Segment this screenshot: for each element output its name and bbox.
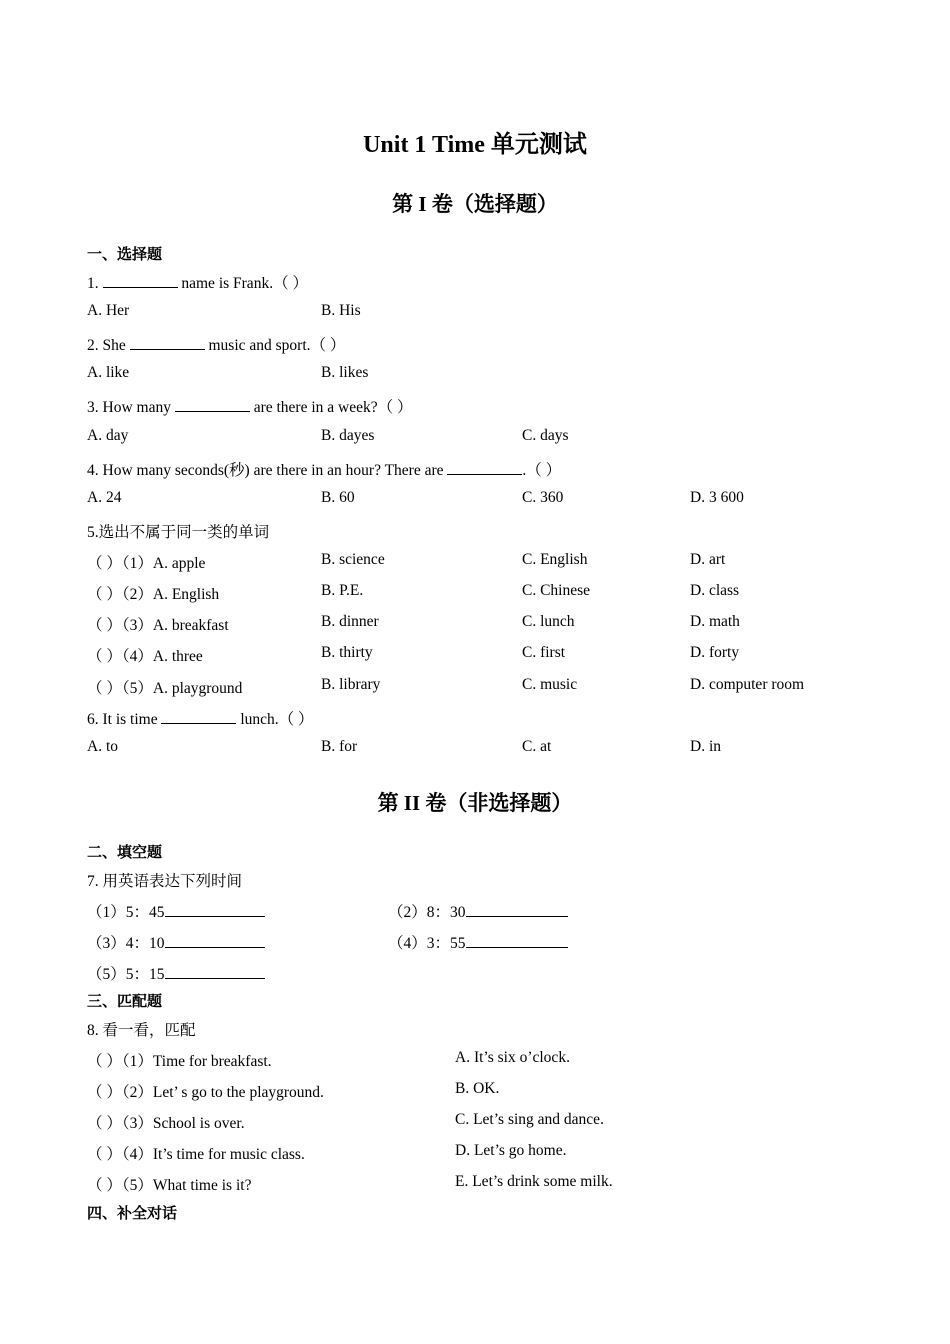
option-b: B. for: [321, 738, 358, 755]
q7-item-2: [388, 900, 568, 922]
q7-item-label: （4）3：55: [388, 935, 466, 952]
option-d: D. art: [690, 551, 726, 568]
q7-item-label: （1）5：45: [87, 904, 165, 921]
q5-row-2-no: （ ）（2）A. English: [87, 586, 220, 603]
q7-item-1: [87, 900, 265, 922]
answer-blank[interactable]: [447, 462, 522, 475]
question-4-post: .（ ）: [522, 462, 562, 479]
q7-item-4: [388, 931, 568, 953]
q7-item-label: （2）8：30: [388, 904, 466, 921]
question-1-pre: 1.: [87, 275, 103, 292]
question-3: [87, 395, 413, 417]
option-b: B. dinner: [321, 613, 379, 630]
option-d: D. in: [690, 738, 721, 755]
q8-right-5: E. Let’s drink some milk.: [455, 1173, 613, 1190]
question-2: [87, 333, 345, 355]
part1-heading: 第 I 卷（选择题）: [392, 192, 558, 216]
option-a: A. like: [87, 364, 130, 381]
question-2-post: music and sport.（ ）: [204, 337, 346, 354]
option-d: D. 3 600: [690, 489, 744, 506]
question-5-stem: 5.选出不属于同一类的单词: [87, 524, 270, 541]
option-c: C. music: [522, 676, 578, 693]
option-c: C. days: [522, 427, 569, 444]
question-3-pre: 3. How many: [87, 399, 175, 416]
option-b: B. P.E.: [321, 582, 364, 599]
question-4: [87, 458, 561, 480]
question-1-post: name is Frank.（ ）: [177, 275, 308, 292]
question-6: [87, 707, 314, 729]
q8-right-1: A. It’s six o’clock.: [455, 1049, 570, 1066]
q7-item-3: [87, 931, 265, 953]
answer-blank[interactable]: [175, 399, 250, 412]
option-b: B. science: [321, 551, 385, 568]
option-b: B. library: [321, 676, 381, 693]
option-b: B. dayes: [321, 427, 375, 444]
q8-left-4: （ ）（4）It’s time for music class.: [87, 1146, 305, 1163]
q8-left-5: （ ）（5）What time is it?: [87, 1177, 252, 1194]
option-c: C. 360: [522, 489, 564, 506]
option-b: B. likes: [321, 364, 369, 381]
section-heading: 四、补全对话: [87, 1206, 178, 1222]
q7-item-label: （3）4：10: [87, 935, 165, 952]
answer-blank[interactable]: [130, 337, 205, 350]
q5-row-1-no: （ ）（1）A. apple: [87, 555, 206, 572]
q5-row-3-no: （ ）（3）A. breakfast: [87, 617, 229, 634]
option-b: B. His: [321, 302, 361, 319]
q7-item-5: [87, 962, 265, 984]
question-4-pre: 4. How many seconds(秒) are there in an hour? There are: [87, 462, 448, 479]
answer-blank[interactable]: [103, 275, 178, 288]
option-d: D. computer room: [690, 676, 805, 693]
option-c: C. Chinese: [522, 582, 591, 599]
question-6-pre: 6. It is time: [87, 711, 162, 728]
answer-blank[interactable]: [161, 711, 236, 724]
answer-blank[interactable]: [466, 935, 568, 948]
section-heading: 一、选择题: [87, 247, 163, 263]
option-d: D. forty: [690, 644, 740, 661]
answer-blank[interactable]: [466, 904, 568, 917]
section-heading: 二、填空题: [87, 845, 163, 861]
option-c: C. lunch: [522, 613, 575, 630]
option-c: C. English: [522, 551, 588, 568]
q8-right-4: D. Let’s go home.: [455, 1142, 567, 1159]
option-b: B. 60: [321, 489, 355, 506]
section-heading: 三、匹配题: [87, 994, 163, 1010]
page-title: Unit 1 Time 单元测试: [363, 132, 587, 158]
answer-blank[interactable]: [165, 935, 265, 948]
question-6-post: lunch.（ ）: [236, 711, 314, 728]
q7-item-label: （5）5：15: [87, 966, 165, 983]
q8-right-3: C. Let’s sing and dance.: [455, 1111, 604, 1128]
q8-right-2: B. OK.: [455, 1080, 500, 1097]
option-d: D. class: [690, 582, 740, 599]
part2-heading: 第 II 卷（非选择题）: [377, 791, 573, 815]
option-b: B. thirty: [321, 644, 373, 661]
q8-left-2: （ ）（2）Let’ s go to the playground.: [87, 1084, 324, 1101]
option-a: A. day: [87, 427, 129, 444]
option-c: C. first: [522, 644, 566, 661]
option-a: A. 24: [87, 489, 122, 506]
q8-left-3: （ ）（3）School is over.: [87, 1115, 245, 1132]
option-a: A. to: [87, 738, 118, 755]
question-1: [87, 271, 308, 293]
answer-blank[interactable]: [165, 966, 265, 979]
question-2-pre: 2. She: [87, 337, 130, 354]
option-d: D. math: [690, 613, 740, 630]
question-8-stem: 8. 看一看，匹配: [87, 1022, 196, 1039]
q5-row-4-no: （ ）（4）A. three: [87, 648, 203, 665]
question-7-stem: 7. 用英语表达下列时间: [87, 873, 243, 890]
q8-left-1: （ ）（1）Time for breakfast.: [87, 1053, 272, 1070]
q5-row-5-no: （ ）（5）A. playground: [87, 680, 243, 697]
option-c: C. at: [522, 738, 552, 755]
answer-blank[interactable]: [165, 904, 265, 917]
question-3-post: are there in a week?（ ）: [249, 399, 413, 416]
option-a: A. Her: [87, 302, 130, 319]
